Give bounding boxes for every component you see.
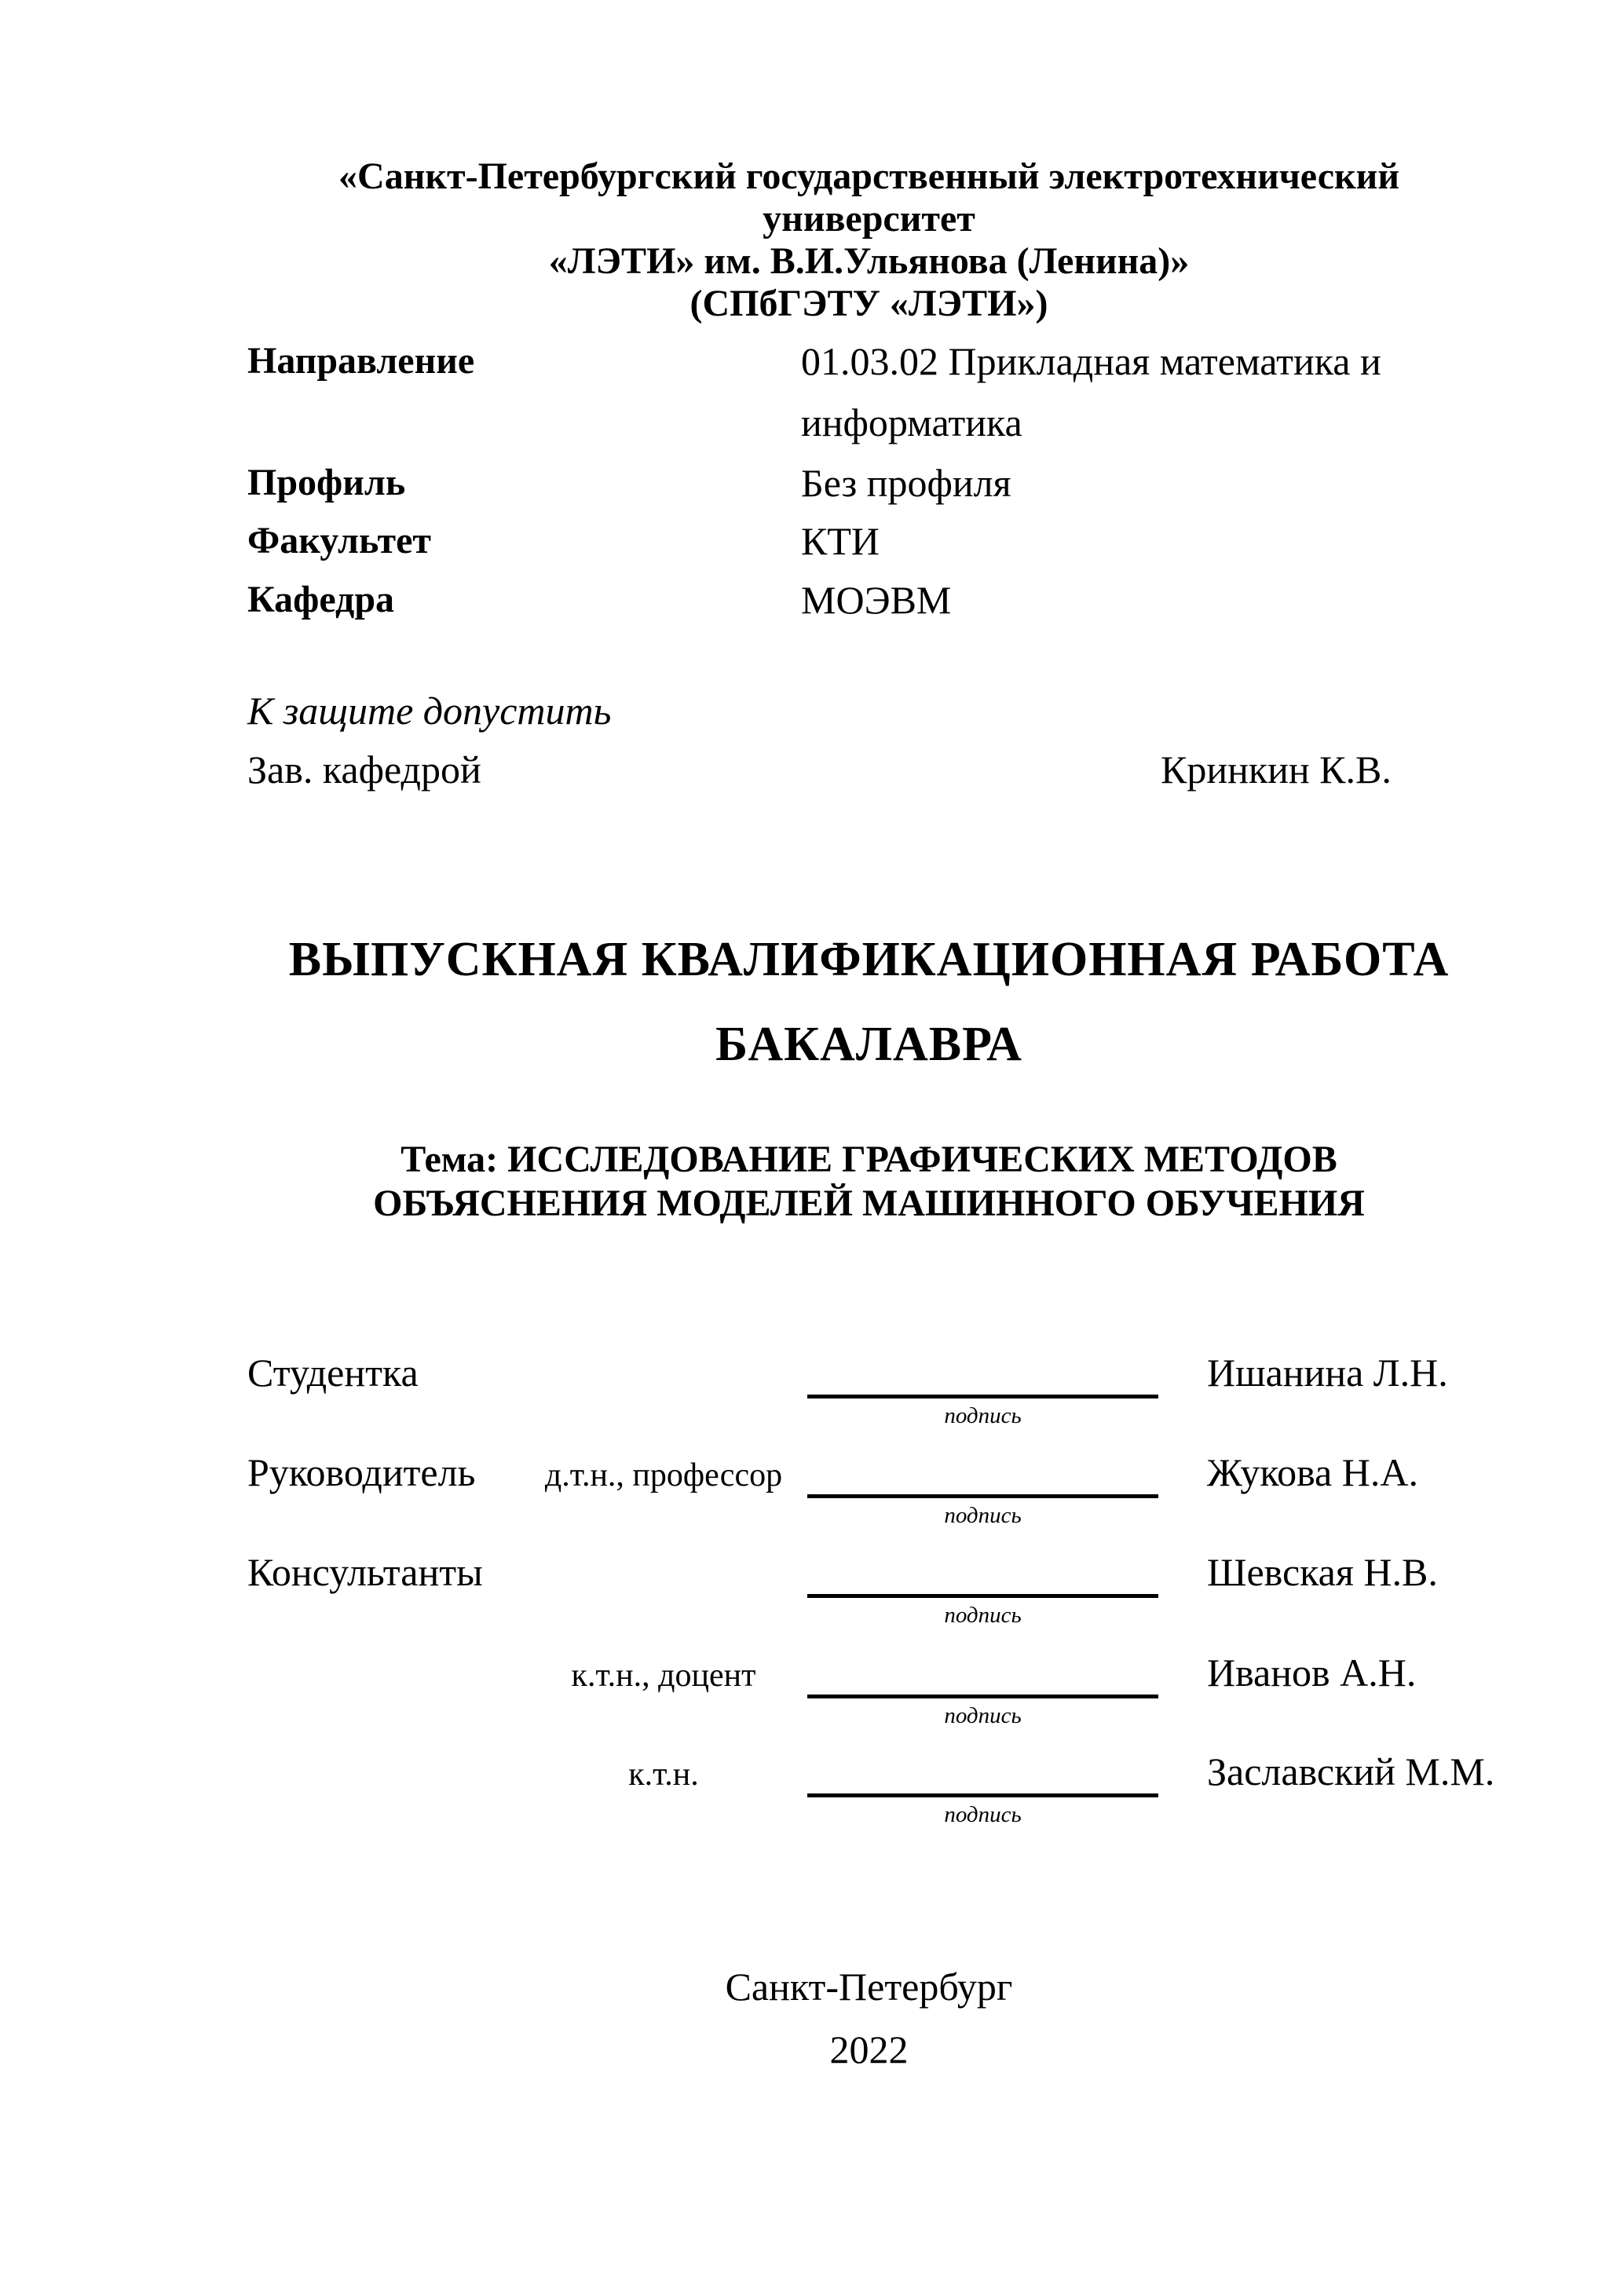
signature-line (807, 1695, 1158, 1698)
field-direction-label: Направление (247, 340, 475, 382)
signature-qualification: к.т.н. (628, 1757, 699, 1793)
thesis-title (247, 917, 1490, 1087)
head-of-department-name: Кринкин К.В. (1161, 748, 1392, 792)
signature-name: Иванов А.Н. (1207, 1651, 1417, 1695)
field-profile-value: Без профиля (801, 461, 1011, 505)
signature-role: Студентка (247, 1351, 419, 1395)
field-faculty-label: Факультет (247, 520, 431, 561)
head-of-department-label: Зав. кафедрой (247, 748, 481, 792)
signature-row-consultant-2 (0, 1652, 1624, 1756)
field-profile-label: Профиль (247, 462, 406, 503)
signature-name: Заславский М.М. (1207, 1749, 1495, 1793)
signature-row-student (0, 1352, 1624, 1456)
signature-caption: подпись (944, 1403, 1022, 1428)
signature-line (807, 1395, 1158, 1398)
signature-line (807, 1494, 1158, 1498)
signature-row-consultant-3 (0, 1751, 1624, 1855)
field-direction-value: 01.03.02 Прикладная математика и (801, 339, 1381, 383)
signature-role: Руководитель (247, 1450, 476, 1494)
signature-caption: подпись (944, 1503, 1022, 1528)
signature-qualification: к.т.н., доцент (571, 1658, 756, 1694)
signature-name: Ишанина Л.Н. (1207, 1351, 1448, 1395)
university-name-line2: «ЛЭТИ» им. В.И.Ульянова (Ленина)» (548, 240, 1190, 282)
signature-row-consultant-1 (0, 1552, 1624, 1655)
footer-city: Санкт-Петербург (725, 1965, 1013, 2009)
thesis-topic-line2: ОБЪЯСНЕНИЯ МОДЕЛЕЙ МАШИННОГО ОБУЧЕНИЯ (373, 1183, 1365, 1224)
thesis-topic (247, 1138, 1490, 1226)
field-direction-value-wrap: информатика (801, 400, 1022, 444)
signature-line (807, 1594, 1158, 1598)
signature-role: Консультанты (247, 1550, 483, 1594)
footer-year: 2022 (829, 2027, 909, 2071)
signature-caption: подпись (944, 1703, 1022, 1728)
admission-permit-line: К защите допустить (247, 689, 612, 733)
signature-name: Жукова Н.А. (1207, 1450, 1418, 1494)
footer (247, 1955, 1490, 2081)
signature-name: Шевская Н.В. (1207, 1550, 1438, 1594)
university-header (247, 155, 1490, 325)
thesis-topic-line1: Тема: ИССЛЕДОВАНИЕ ГРАФИЧЕСКИХ МЕТОДОВ (401, 1139, 1337, 1180)
signature-qualification: д.т.н., профессор (544, 1457, 783, 1493)
thesis-title-line2: БАКАЛАВРА (715, 1018, 1022, 1071)
university-name-line1: «Санкт-Петербургский государственный электротехнический университет (338, 155, 1399, 239)
signature-line (807, 1793, 1158, 1797)
thesis-title-line1: ВЫПУСКНАЯ КВАЛИФИКАЦИОННАЯ РАБОТА (288, 933, 1450, 986)
university-abbreviation: (СПбГЭТУ «ЛЭТИ») (689, 283, 1048, 324)
field-department-value: МОЭВМ (801, 578, 952, 622)
field-department-label: Кафедра (247, 579, 395, 620)
signature-row-supervisor (0, 1452, 1624, 1556)
field-faculty-value: КТИ (801, 519, 880, 563)
signature-caption: подпись (944, 1603, 1022, 1628)
signature-caption: подпись (944, 1802, 1022, 1827)
